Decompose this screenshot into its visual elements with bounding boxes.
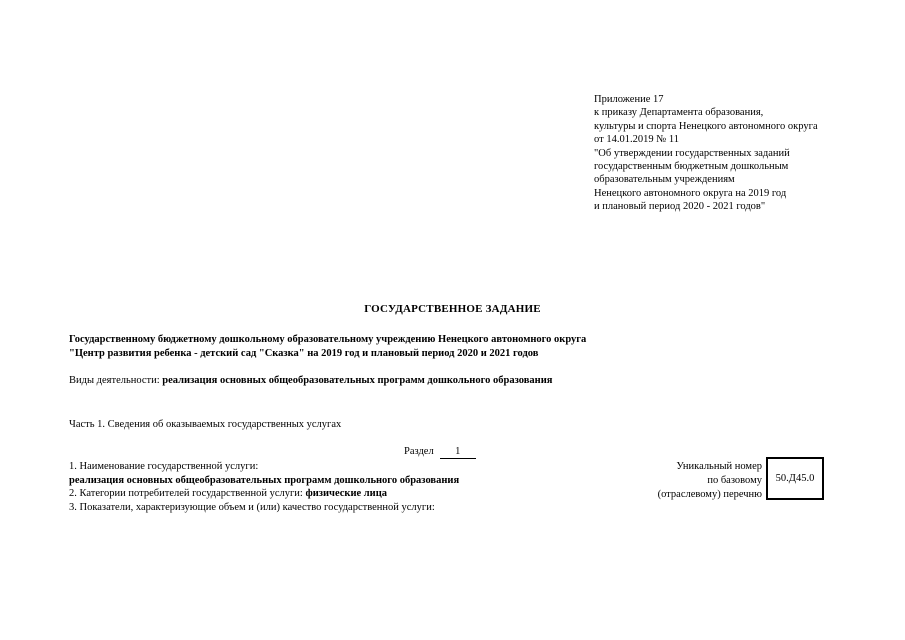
unique-number-label-line: (отраслевому) перечню [657,489,762,501]
unique-number-code-box: 50.Д45.0 [766,457,824,500]
part-heading: Часть 1. Сведения об оказываемых государственных услугах [69,419,342,430]
consumers-label: 2. Категории потребителей государственной услуги: [69,488,306,499]
activities-label: Виды деятельности: [69,375,163,386]
section-number: 1 [440,446,476,459]
appendix-line: к приказу Департамента образования, [594,107,764,119]
activities-line [69,374,552,387]
section-label: Раздел [404,446,434,457]
unique-number-label-line: Уникальный номер [676,461,762,472]
recipient-line-2: "Центр развития ребенка - детский сад "Сказка" на 2019 год и плановый период 2020 и 2021 годов [69,347,539,359]
document-title: ГОСУДАРСТВЕННОЕ ЗАДАНИЕ [364,303,541,315]
recipient-block [69,333,586,360]
indicators-label: 3. Показатели, характеризующие объем и (или) качество государственной услуги: [69,501,435,513]
unique-number-label-line: по базовому [707,475,762,487]
service-items [69,460,459,514]
appendix-line: Ненецкого автономного округа на 2019 год [594,187,787,199]
appendix-line: Приложение 17 [594,94,664,105]
appendix-line: образовательным учреждениям [594,174,735,186]
appendix-line: государственным бюджетным дошкольным [594,160,789,172]
consumers-value: физические лица [305,488,388,499]
appendix-block [594,93,818,214]
activities-value: реализация основных общеобразовательных программ дошкольного образования [162,375,553,386]
consumers-line [69,487,459,501]
appendix-line: и плановый период 2020 - 2021 годов" [594,201,766,213]
unique-number-label [620,460,762,503]
appendix-line: культуры и спорта Ненецкого автономного округа [594,120,818,132]
appendix-line: от 14.01.2019 № 11 [594,134,679,146]
service-name-value: реализация основных общеобразовательных программ дошкольного образования [69,474,460,486]
section-heading [404,445,476,459]
recipient-line-1: Государственному бюджетному дошкольному образовательному учреждению Ненецкого автономного округа [69,334,587,345]
appendix-line: "Об утверждении государственных заданий [594,147,790,159]
service-name-label: 1. Наименование государственной услуги: [69,461,259,472]
